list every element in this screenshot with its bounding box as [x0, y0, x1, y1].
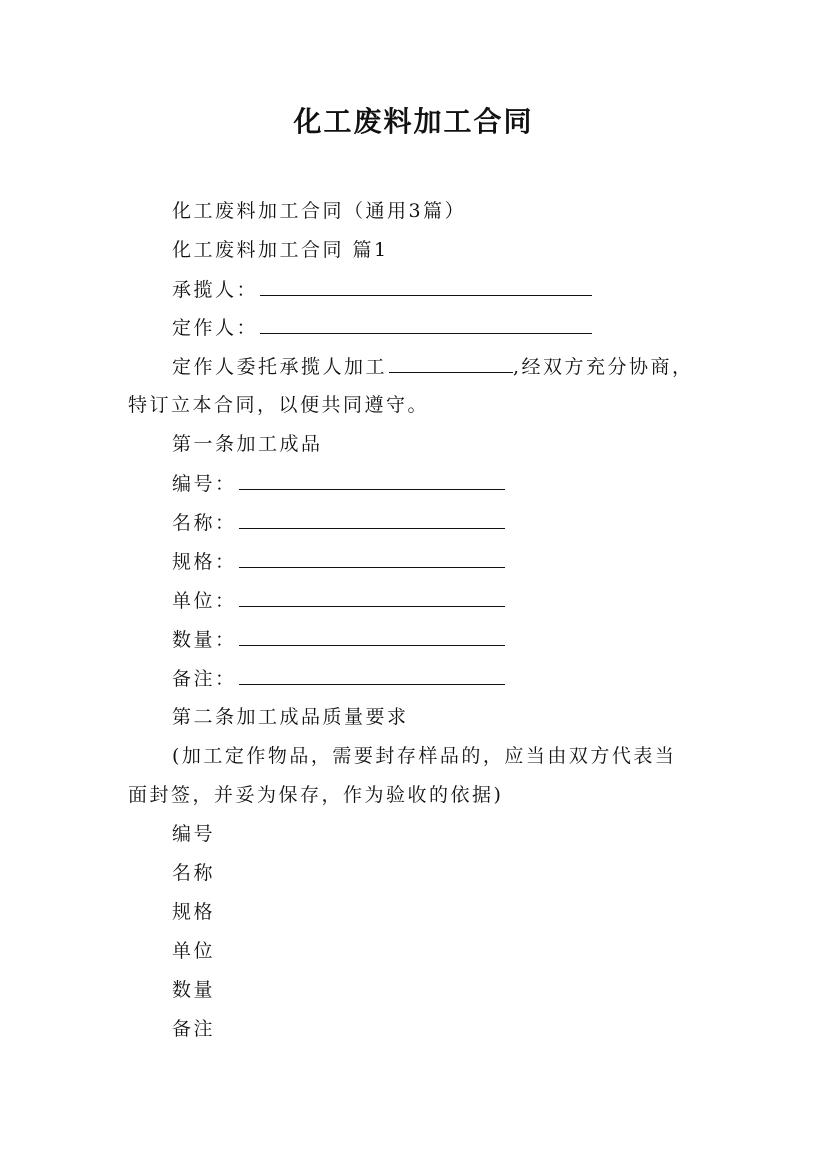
field-label: 单位：	[172, 590, 237, 612]
orderer-line	[172, 315, 592, 340]
document-title: 化工废料加工合同	[293, 105, 534, 138]
field-blank	[239, 666, 505, 685]
intro-prefix: 定作人委托承揽人加工	[172, 356, 388, 378]
article1-field	[172, 510, 505, 535]
contractor-label: 承揽人：	[172, 279, 259, 301]
article2-item: 编号	[172, 823, 216, 845]
document-subtitle: 化工废料加工合同（通用3篇）	[172, 200, 467, 222]
field-label: 备注：	[172, 668, 237, 690]
article2-item: 名称	[172, 862, 216, 884]
contractor-blank	[260, 277, 592, 296]
article2-note-line-2: 面封签，并妥为保存，作为验收的依据)	[128, 784, 504, 806]
article1-field	[172, 549, 505, 574]
field-blank	[239, 627, 505, 646]
intro-line-1	[172, 354, 694, 379]
orderer-blank	[260, 315, 592, 334]
field-blank	[239, 588, 505, 607]
field-label: 名称：	[172, 512, 237, 534]
article1-heading: 第一条加工成品	[172, 433, 323, 455]
field-label: 编号：	[172, 473, 237, 495]
article2-item: 规格	[172, 901, 216, 923]
contractor-line	[172, 277, 592, 302]
field-label: 规格：	[172, 551, 237, 573]
article2-item: 单位	[172, 940, 216, 962]
intro-line-2: 特订立本合同，以便共同遵守。	[128, 394, 430, 416]
article2-heading: 第二条加工成品质量要求	[172, 706, 409, 728]
article1-field	[172, 471, 505, 496]
article2-item: 数量	[172, 979, 216, 1001]
field-blank	[239, 471, 505, 490]
article1-field	[172, 627, 505, 652]
article1-field	[172, 666, 505, 691]
article1-field	[172, 588, 505, 613]
field-label: 数量：	[172, 629, 237, 651]
article2-item: 备注	[172, 1018, 216, 1040]
article2-note-line-1: (加工定作物品，需要封存样品的，应当由双方代表当	[172, 745, 677, 767]
part-heading: 化工废料加工合同 篇1	[172, 239, 389, 261]
intro-suffix: ,经双方充分协商，	[513, 356, 694, 378]
field-blank	[239, 510, 505, 529]
orderer-label: 定作人：	[172, 317, 259, 339]
field-blank	[239, 549, 505, 568]
processing-item-blank	[389, 354, 513, 373]
